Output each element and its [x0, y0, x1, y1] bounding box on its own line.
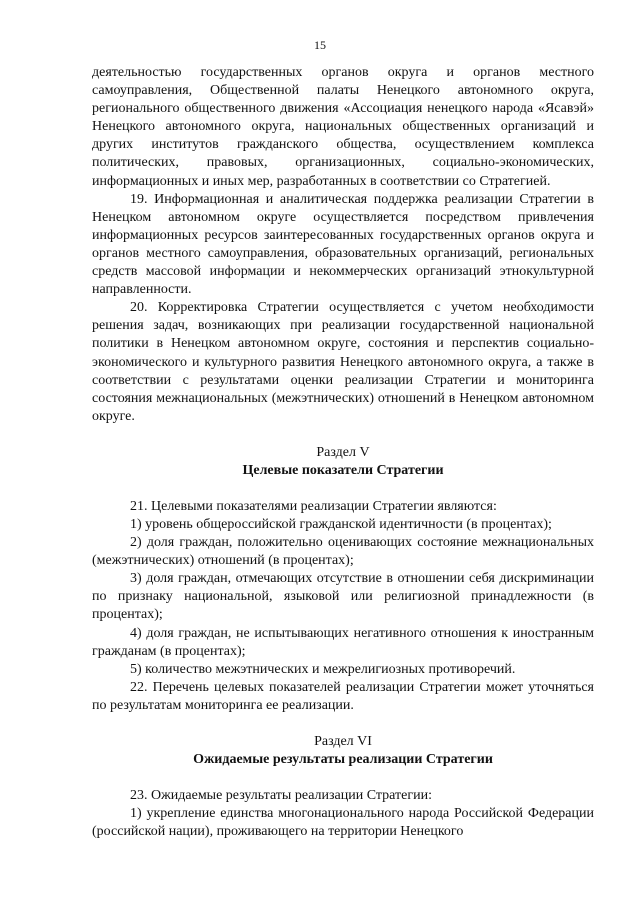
- section-5-label: Раздел V: [316, 444, 370, 460]
- paragraph-continuation: деятельностью государственных органов округа и органов местного самоуправления, Общественной палаты Ненецкого автономного округа, регионального общественного движения «Ассоциация ненецкого народа «Ясавэй» Ненецкого автономного округа, национальных общественных организаций и других институтов гражданского общества, осуществлением комплекса политических, правовых, организационных, социально-экономических, информационных и иных мер, разработанных в соответствии со Стратегией.: [92, 65, 594, 189]
- list-item-4: 4) доля граждан, не испытывающих негативного отношения к иностранным гражданам (в процентах);: [92, 625, 594, 659]
- paragraph-20: 20. Корректировка Стратегии осуществляется с учетом необходимости решения задач, возникающих при реализации государственной национальной политики в Ненецком автономном округе, состояния и перспектив социально-экономического и культурного развития Ненецкого автономного округа, а также в соответствии с результатами оценки реализации Стратегии и мониторинга состояния межнациональных (межэтнических) отношений в Ненецком автономном округе.: [92, 300, 594, 424]
- section-5-title: Целевые показатели Стратегии: [242, 462, 444, 478]
- list-item-3: 3) доля граждан, отмечающих отсутствие в отношении себя дискриминации по признаку национальной, языковой или религиозной принадлежности (в процентах);: [92, 571, 594, 623]
- paragraph-23: 23. Ожидаемые результаты реализации Стратегии:: [130, 788, 432, 803]
- paragraph-21: 21. Целевыми показателями реализации Стратегии являются:: [130, 498, 497, 514]
- result-item-1: 1) укрепление единства многонационального народа Российской Федерации (российской нации), проживающего на территории Ненецкого: [92, 806, 594, 840]
- section-6-label: Раздел VI: [314, 734, 372, 749]
- section-6-title: Ожидаемые результаты реализации Стратегии: [193, 752, 493, 767]
- list-item-5: 5) количество межэтнических и межрелигиозных противоречий.: [130, 661, 516, 677]
- page-number: 15: [314, 38, 326, 52]
- list-item-2: 2) доля граждан, положительно оценивающих состояние межнациональных (межэтнических) отношений (в процентах);: [92, 535, 594, 569]
- list-item-1: 1) уровень общероссийской гражданской идентичности (в процентах);: [130, 516, 552, 532]
- document-body: [92, 64, 594, 841]
- paragraph-22: 22. Перечень целевых показателей реализации Стратегии может уточняться по результатам мониторинга ее реализации.: [92, 679, 594, 713]
- paragraph-19: 19. Информационная и аналитическая поддержка реализации Стратегии в Ненецком автономном округе осуществляется посредством привлечения информационных ресурсов заинтересованных государственных органов округа и органов местного самоуправления, образовательных организаций, региональных средств массовой информации и некоммерческих организаций этнокультурной направленности.: [92, 191, 594, 298]
